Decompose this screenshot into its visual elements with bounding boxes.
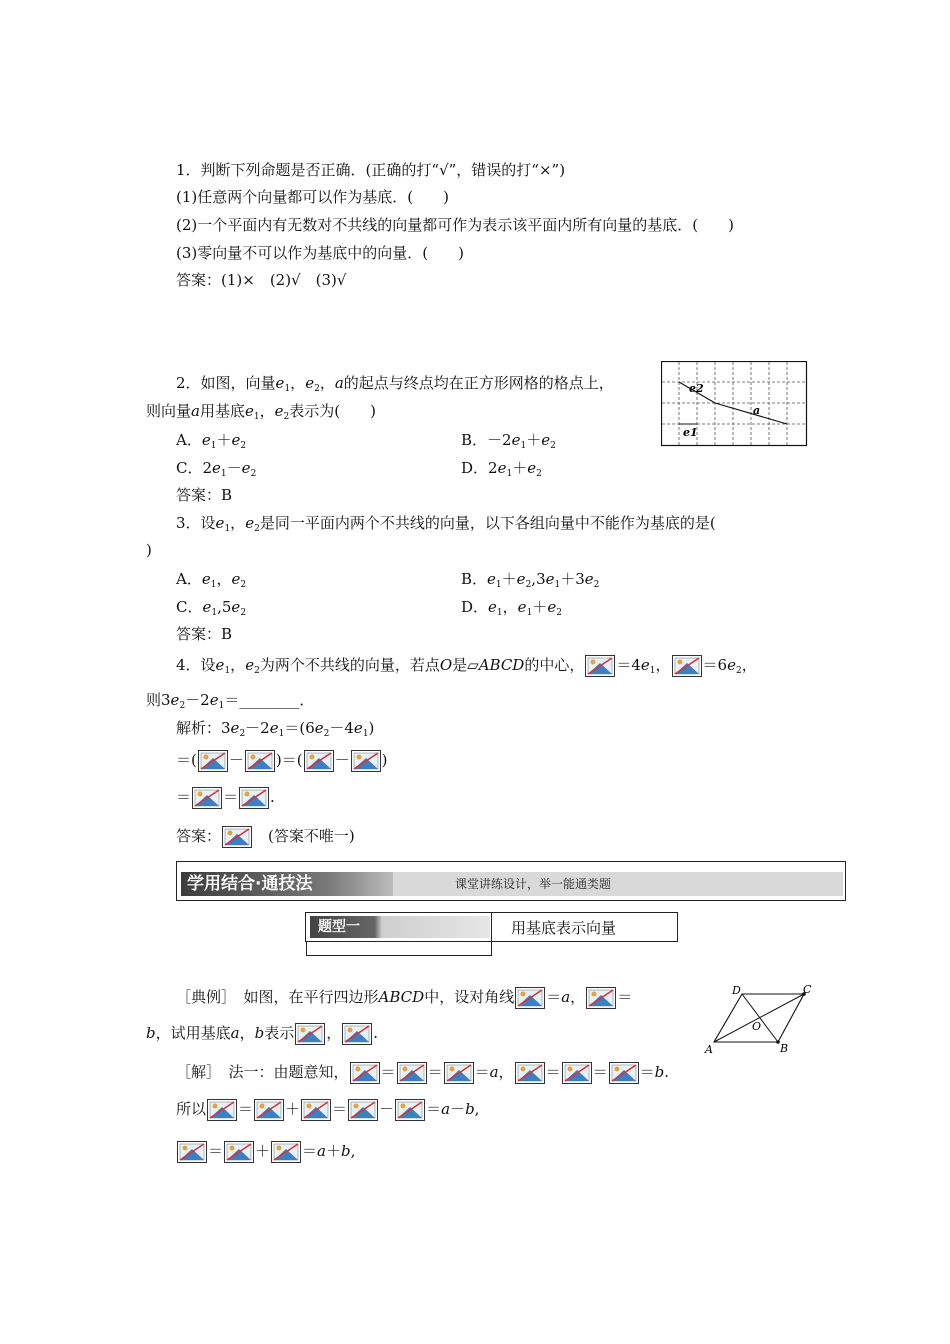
q2-option-a: A．$e_1+e_2$: [176, 431, 247, 451]
q2-option-d: D．$2e_1+e_2$: [461, 459, 542, 479]
grid-label-e2: e2: [689, 382, 704, 395]
vector-image-placeholder: [562, 1062, 592, 1084]
q1-item-1: (1)任意两个向量都可以作为基底．( ): [176, 188, 449, 206]
q1-answer: 答案：(1)× (2)√ (3)√: [176, 271, 347, 289]
vector-image-placeholder: [609, 1062, 639, 1084]
vector-image-placeholder: [395, 1099, 425, 1121]
fig-label-b: B: [780, 1042, 789, 1055]
parallelogram-figure: [700, 982, 818, 1058]
solution-line2: 所以 ＝ ＋ ＝ － ＝a－b,: [176, 1099, 479, 1121]
banner-main-text: 学用结合·通技法: [181, 872, 393, 896]
fig-label-c: C: [803, 983, 812, 996]
q2-stem-d: 用基底: [199, 402, 245, 420]
topic-header: [305, 912, 678, 942]
q1-item-3: (3)零向量不可以作为基底中的向量．( ): [176, 244, 464, 262]
q2-answer: 答案：B: [176, 486, 233, 504]
vector-image-placeholder: [672, 655, 702, 677]
solution-line1: ［解］ 法一：由题意知， ＝ ＝ ＝a， ＝ ＝ ＝b.: [176, 1062, 669, 1084]
q2-stem-b: 的起点与终点均在正方形网格的格点上，: [343, 374, 614, 392]
topic-title: 用基底表示向量: [511, 919, 617, 937]
vector-image-placeholder: [348, 1099, 378, 1121]
vector-image-placeholder: [397, 1062, 427, 1084]
q4-solution-3: ＝ ＝ .: [176, 787, 275, 809]
vector-image-placeholder: [342, 1023, 372, 1045]
topic-tag: 题型一: [310, 916, 490, 938]
q1-stem: 1．判断下列命题是否正确．(正确的打“√”，错误的打“×”): [176, 161, 566, 179]
q3-option-a: A．$e_1$，$e_2$: [176, 570, 247, 590]
q3-option-b: B．$e_1+e_2,3e_1+3e_2$: [461, 570, 600, 590]
q2-stem-line1: 2．如图，向量$e_1$，$e_2$，a的起点与终点均在正方形网格的格点上，: [176, 374, 614, 394]
q2-stem-e: 表示为( ): [289, 402, 376, 420]
vector-image-placeholder: [207, 1099, 237, 1121]
vector-image-placeholder: [295, 1023, 325, 1045]
q2-option-b: B．$-2e_1+e_2$: [461, 431, 556, 451]
vector-image-placeholder: [515, 987, 545, 1009]
vector-image-placeholder: [515, 1062, 545, 1084]
q2-stem-c: 则向量: [146, 402, 192, 420]
q1-item-2: (2)一个平面内有无数对不共线的向量都可作为表示该平面内所有向量的基底．( ): [176, 216, 734, 234]
vector-image-placeholder: [585, 655, 615, 677]
q3-answer: 答案：B: [176, 625, 233, 643]
q4-line2: 则$3e_2-2e_1=\_\_\_\_\_\_\_\_$．: [146, 691, 315, 711]
q2-grid-figure: [661, 361, 808, 447]
grid-label-e1: e1: [683, 426, 698, 439]
grid-label-a: a: [753, 404, 761, 417]
vector-image-placeholder: [301, 1099, 331, 1121]
vector-image-placeholder: [192, 787, 222, 809]
vector-image-placeholder: [350, 1062, 380, 1084]
q3-option-d: D．$e_1$，$e_1+e_2$: [461, 598, 562, 618]
vector-image-placeholder: [198, 750, 228, 772]
q2-stem-a: 2．如图，向量: [176, 374, 276, 392]
fig-label-a: A: [705, 1043, 713, 1056]
q2-option-c: C．$2e_1-e_2$: [176, 459, 257, 479]
q4-stem: 4．设$e_1$，$e_2$为两个不共线的向量，若点O是▱ABCD的中心， $=4e_1$， $=6e_2$，: [176, 656, 757, 676]
vector-image-placeholder: [351, 750, 381, 772]
q2-stem-line2: 则向量a用基底$e_1$，$e_2$表示为( ): [146, 402, 376, 422]
vector-image-placeholder: [222, 826, 252, 848]
fig-label-o: O: [752, 1020, 762, 1033]
q4-solution-2: ＝( － )＝( － ): [176, 750, 387, 772]
example-line1: ［典例］ 如图，在平行四边形ABCD中，设对角线 ＝a， ＝: [176, 987, 632, 1009]
vector-image-placeholder: [239, 787, 269, 809]
fig-label-d: D: [732, 984, 741, 997]
q3-option-c: C．$e_1,5e_2$: [176, 598, 247, 618]
banner-sub-text: 课堂讲练设计，举一能通类题: [455, 877, 612, 891]
solution-line3: ＝ ＋ ＝a＋b,: [176, 1141, 355, 1163]
vector-image-placeholder: [254, 1099, 284, 1121]
vector-image-placeholder: [245, 750, 275, 772]
q3-stem-tail: ): [146, 541, 152, 559]
q4-solution-1: 解析：$3e_2-2e_1=(6e_2-4e_1)$: [176, 719, 375, 739]
example-line2: b，试用基底a，b表示 ， .: [146, 1023, 378, 1045]
vector-image-placeholder: [177, 1141, 207, 1163]
vector-image-placeholder: [304, 750, 334, 772]
vector-image-placeholder: [444, 1062, 474, 1084]
vector-image-placeholder: [224, 1141, 254, 1163]
q4-answer: 答案： (答案不唯一): [176, 826, 355, 848]
vector-image-placeholder: [586, 987, 616, 1009]
vector-image-placeholder: [271, 1141, 301, 1163]
section-banner: [176, 861, 846, 901]
q3-stem: 3．设$e_1$，$e_2$是同一平面内两个不共线的向量，以下各组向量中不能作为基底的是(: [176, 514, 716, 534]
